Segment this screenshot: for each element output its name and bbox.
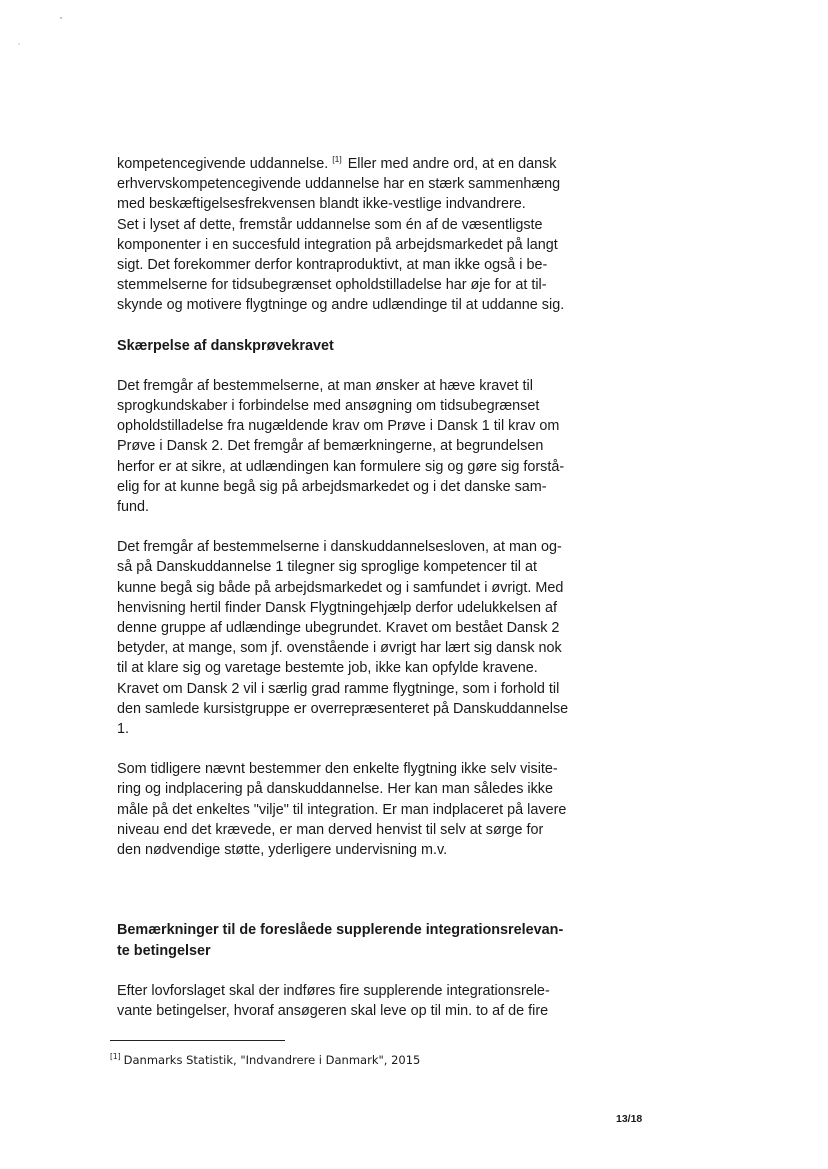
text-line: Som tidligere nævnt bestemmer den enkelte flygtning ikke selv visite- <box>117 761 558 778</box>
text-line: Efter lovforslaget skal der indføres fire supplerende integrationsrele- <box>117 982 550 999</box>
footnote-reference[interactable]: [1] <box>332 154 342 165</box>
text-fragment: Eller med andre ord, at en dansk <box>347 156 557 172</box>
text-line: Prøve i Dansk 2. Det fremgår af bemærkningerne, at begrundelsen <box>117 438 544 455</box>
text-line: sigt. Det forekommer derfor kontraproduktivt, at man ikke også i be- <box>117 257 548 274</box>
footnote-text: Danmarks Statistik, "Indvandrere i Danmark", 2015 <box>123 1053 421 1067</box>
text-line: betyder, at mange, som jf. ovenstående i øvrigt har lært sig dansk nok <box>117 640 562 657</box>
text-line: vante betingelser, hvoraf ansøgeren skal leve op til min. to af de fire <box>117 1002 549 1019</box>
paragraph-betingelser <box>117 981 592 1021</box>
text-line: Set i lyset af dette, fremstår uddannelse som én af de væsentligste <box>117 216 543 233</box>
text-line: måle på det enkeltes "vilje" til integration. Er man indplaceret på lavere <box>117 801 567 818</box>
page-body <box>117 154 592 1021</box>
section-heading: Skærpelse af danskprøvekravet <box>117 337 334 354</box>
text-line: herfor er at sikre, at udlændingen kan formulere sig og gøre sig forstå- <box>117 458 565 475</box>
text-line: Det fremgår af bestemmelserne i danskuddannelsesloven, at man og- <box>117 539 562 556</box>
footnote <box>110 1052 420 1068</box>
page-number: 13/18 <box>616 1113 643 1125</box>
scan-speck <box>60 17 62 19</box>
text-line: den samlede kursistgruppe er overrepræsenteret på Danskuddannelse <box>117 700 569 717</box>
section-heading <box>117 920 592 960</box>
text-line: henvisning hertil finder Dansk Flygtningehjælp derfor udelukkelsen af <box>117 599 557 616</box>
text-line: niveau end det krævede, er man derved henvist til selv at sørge for <box>117 821 544 838</box>
text-line: komponenter i en succesfuld integration på arbejdsmarkedet på langt <box>117 236 558 253</box>
text-line: med beskæftigelsesfrekvensen blandt ikke-vestlige indvandrere. <box>117 196 526 213</box>
text-line: stemmelserne for tidsubegrænset opholdstilladelse har øje for at til- <box>117 277 547 294</box>
text-line: ring og indplacering på danskuddannelse. Her kan man således ikke <box>117 781 553 798</box>
text-line: elig for at kunne begå sig på arbejdsmarkedet og i det danske sam- <box>117 478 547 495</box>
scan-speck <box>18 43 20 45</box>
text-line <box>117 154 592 174</box>
text-line: 1. <box>117 721 130 738</box>
text-line: kunne begå sig både på arbejdsmarkedet og i samfundet i øvrigt. Med <box>117 579 564 596</box>
text-line: denne gruppe af udlændinge ubegrundet. Kravet om bestået Dansk 2 <box>117 620 560 637</box>
footnote-mark: [1] <box>110 1052 121 1062</box>
text-line: fund. <box>117 499 150 516</box>
paragraph-danskuddannelsesloven <box>117 537 592 739</box>
text-line: så på Danskuddannelse 1 tilegner sig sproglige kompetencer til at <box>117 559 537 576</box>
paragraph-danskproeve <box>117 376 592 517</box>
text-line: til at klare sig og varetage bestemte job, ikke kan opfylde kravene. <box>117 660 538 677</box>
heading-line: te betingelser <box>117 942 211 959</box>
text-line: sprogkundskaber i forbindelse med ansøgning om tidsubegrænset <box>117 398 540 415</box>
heading-line: Bemærkninger til de foreslåede supplerende integrationsrelevan- <box>117 922 564 939</box>
paragraph-visitering <box>117 759 592 860</box>
paragraph-uddannelse <box>117 154 592 316</box>
text-line: Kravet om Dansk 2 vil i særlig grad ramme flygtninge, som i forhold til <box>117 680 560 697</box>
text-line: opholdstilladelse fra nugældende krav om Prøve i Dansk 1 til krav om <box>117 418 560 435</box>
text-line: Det fremgår af bestemmelserne, at man ønsker at hæve kravet til <box>117 377 533 394</box>
text-line: skynde og motivere flygtninge og andre udlændinge til at uddanne sig. <box>117 297 565 314</box>
text-line: den nødvendige støtte, yderligere undervisning m.v. <box>117 842 448 859</box>
text-line: erhvervskompetencegivende uddannelse har en stærk sammenhæng <box>117 176 561 193</box>
text-fragment: kompetencegivende uddannelse. <box>117 156 329 172</box>
footnote-separator <box>110 1040 285 1041</box>
